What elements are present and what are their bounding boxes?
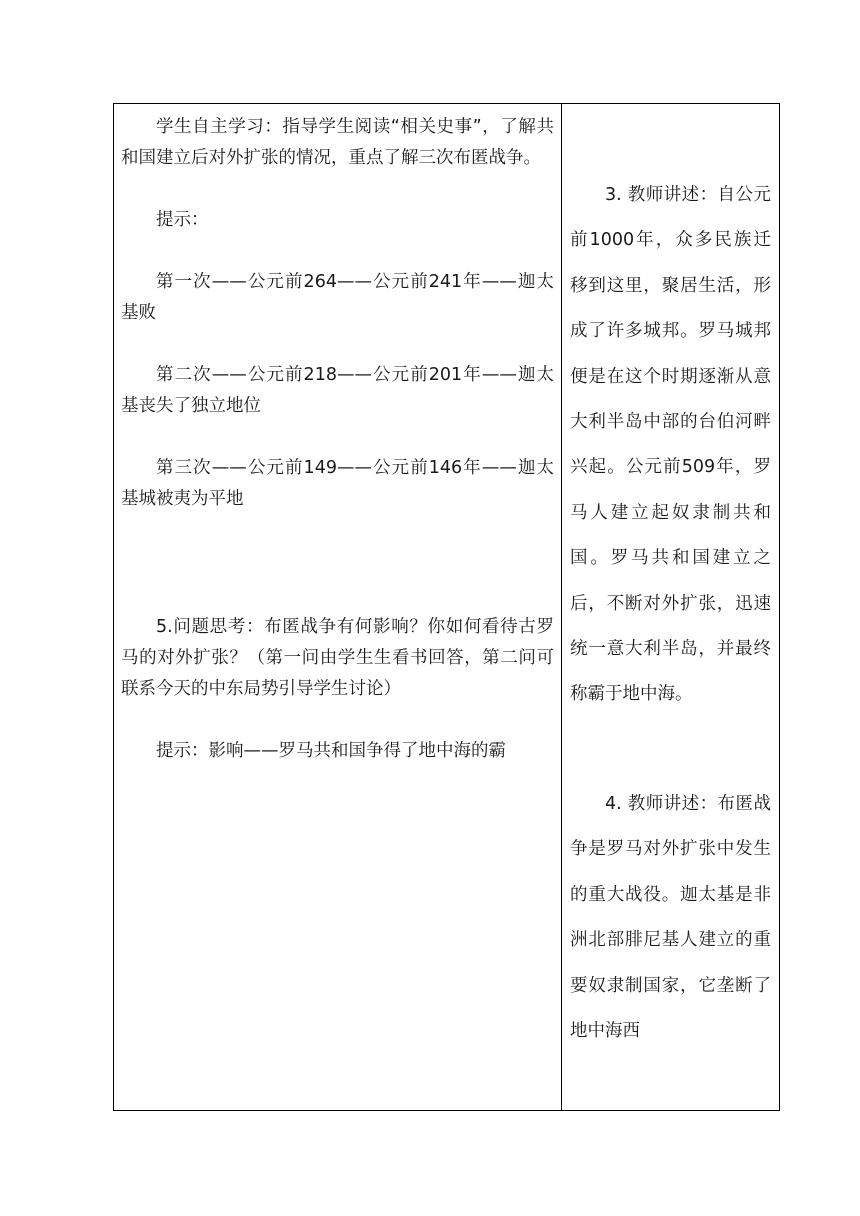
table-row xyxy=(114,104,780,1111)
first-war-paragraph: 第一次——公元前264——公元前241年——迦太基败 xyxy=(121,272,554,323)
second-war-paragraph: 第二次——公元前218——公元前201年——迦太基丧失了独立地位 xyxy=(121,365,554,416)
question-paragraph: 5.问题思考：布匿战争有何影响？你如何看待古罗马的对外扩张？（第一问由学生生看书回答，第二问可联系今天的中东局势引导学生讨论） xyxy=(121,617,554,699)
third-war-paragraph: 第三次——公元前149——公元前146年——迦太基城被夷为平地 xyxy=(121,458,554,509)
influence-hint-paragraph: 提示：影响——罗马共和国争得了地中海的霸 xyxy=(156,741,506,761)
narration-3-paragraph: 3. 教师讲述：自公元前1000年，众多民族迁移到这里，聚居生活，形成了许多城邦。罗马城邦便是在这个时期逐渐从意大利半岛中部的台伯河畔兴起。公元前509年，罗马人建立起奴隶制共和国。罗马共和国建立之后，不断对外扩张，迅速统一意大利半岛，并最终称霸于地中海。 xyxy=(570,185,771,705)
narration-4-paragraph: 4. 教师讲述：布匿战争是罗马对外扩张中发生的重大战役。迦太基是非洲北部腓尼基人建立的重要奴隶制国家，它垄断了地中海西 xyxy=(570,793,771,1041)
self-study-paragraph: 学生自主学习：指导学生阅读“相关史事”，了解共和国建立后对外扩张的情况，重点了解三次布匿战争。 xyxy=(121,117,554,168)
student-activity-cell xyxy=(114,104,562,1111)
lesson-table xyxy=(113,103,780,1111)
hint-label-paragraph: 提示： xyxy=(156,210,209,230)
teacher-narration-content xyxy=(562,104,779,1054)
teacher-narration-cell xyxy=(562,104,780,1111)
student-activity-content xyxy=(114,104,561,767)
